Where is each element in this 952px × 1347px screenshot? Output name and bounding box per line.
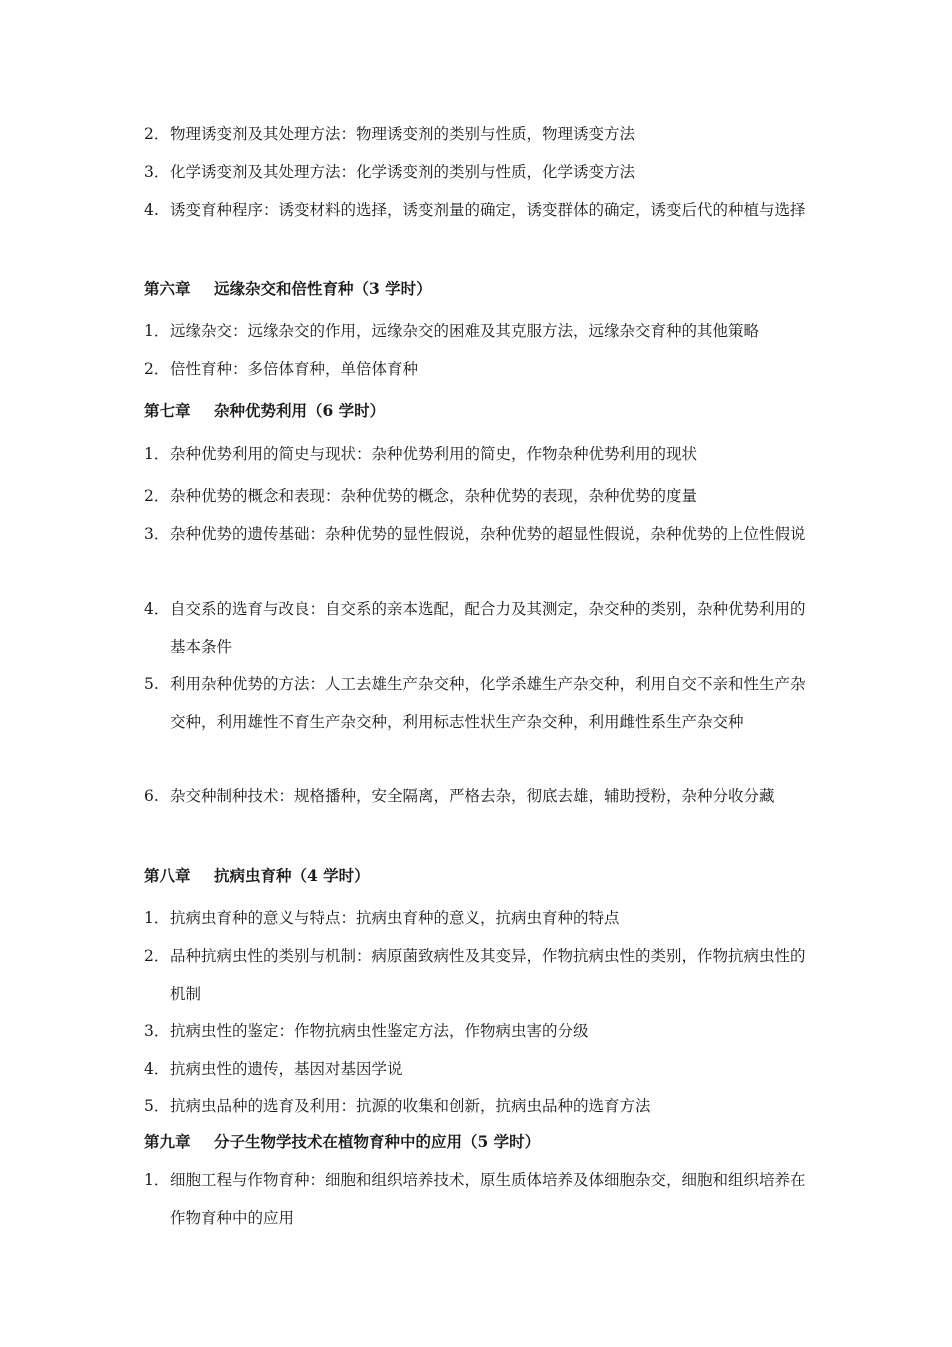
chapter-number: 第九章 [144, 1132, 191, 1151]
item-number: 2． [144, 947, 170, 965]
item-text: 抗病虫品种的选育及利用：抗源的收集和创新，抗病虫品种的选育方法 [170, 1097, 651, 1115]
item-number: 4． [144, 600, 170, 618]
list-item [144, 350, 814, 388]
list-item [144, 515, 814, 553]
list-item [144, 937, 814, 1013]
item-number: 1． [144, 909, 170, 927]
item-number: 3． [144, 525, 170, 543]
item-number: 2． [144, 360, 170, 378]
item-text: 诱变育种程序：诱变材料的选择，诱变剂量的确定，诱变群体的确定，诱变后代的种植与选择 [170, 201, 806, 219]
item-text: 杂种优势的概念和表现：杂种优势的概念，杂种优势的表现，杂种优势的度量 [170, 487, 698, 505]
chapter-title: 抗病虫育种（4 学时） [214, 866, 370, 885]
item-number: 5． [144, 1097, 170, 1115]
item-text: 倍性育种：多倍体育种，单倍体育种 [170, 360, 419, 378]
item-number: 1． [144, 1171, 170, 1189]
list-item [144, 115, 814, 153]
item-number: 3． [144, 1022, 170, 1040]
chapter-heading [144, 866, 814, 886]
item-number: 1． [144, 322, 170, 340]
item-text: 品种抗病虫性的类别与机制：病原菌致病性及其变异，作物抗病虫性的类别，作物抗病虫性的机制 [170, 947, 806, 1003]
list-item [144, 1087, 814, 1125]
item-text: 细胞工程与作物育种：细胞和组织培养技术，原生质体培养及体细胞杂交，细胞和组织培养在作物育种中的应用 [170, 1171, 806, 1227]
list-item [144, 1050, 814, 1088]
item-text: 杂种优势的遗传基础：杂种优势的显性假说，杂种优势的超显性假说，杂种优势的上位性假说 [170, 525, 806, 543]
chapter-number: 第八章 [144, 866, 191, 885]
item-number: 4． [144, 1060, 170, 1078]
list-item [144, 477, 814, 515]
item-number: 3． [144, 163, 170, 181]
item-number: 6. [144, 787, 159, 805]
list-item [144, 590, 814, 666]
item-text: 远缘杂交：远缘杂交的作用，远缘杂交的困难及其克服方法，远缘杂交育种的其他策略 [170, 322, 760, 340]
chapter-heading [144, 1132, 814, 1152]
item-text: 自交系的选育与改良：自交系的亲本选配，配合力及其测定，杂交种的类别，杂种优势利用的基本条件 [170, 600, 806, 656]
item-text: 抗病虫性的遗传，基因对基因学说 [170, 1060, 403, 1078]
list-item [144, 1161, 814, 1237]
chapter-title: 远缘杂交和倍性育种（3 学时） [214, 279, 432, 298]
list-item [144, 777, 814, 815]
chapter-number: 第七章 [144, 401, 191, 420]
item-text: 杂种优势利用的简史与现状：杂种优势利用的简史，作物杂种优势利用的现状 [170, 445, 698, 463]
item-number: 1． [144, 445, 170, 463]
list-item [144, 312, 814, 350]
item-text: 利用杂种优势的方法：人工去雄生产杂交种，化学杀雄生产杂交种，利用自交不亲和性生产杂交种，利用雄性不育生产杂交种，利用标志性状生产杂交种，利用雌性系生产杂交种 [170, 675, 806, 731]
list-item [144, 665, 814, 741]
chapter-number: 第六章 [144, 279, 191, 298]
chapter-heading [144, 401, 814, 421]
list-item [144, 153, 814, 191]
chapter-heading [144, 279, 814, 299]
list-item [144, 899, 814, 937]
chapter-title: 杂种优势利用（6 学时） [214, 401, 386, 420]
item-text: 物理诱变剂及其处理方法：物理诱变剂的类别与性质，物理诱变方法 [170, 125, 636, 143]
item-number: 4. [144, 201, 159, 219]
list-item [144, 1012, 814, 1050]
item-text: 抗病虫育种的意义与特点：抗病虫育种的意义，抗病虫育种的特点 [170, 909, 620, 927]
item-text: 杂交种制种技术：规格播种，安全隔离，严格去杂，彻底去雄，辅助授粉，杂种分收分藏 [170, 787, 775, 805]
chapter-title: 分子生物学技术在植物育种中的应用（5 学时） [214, 1132, 541, 1151]
item-number: 5. [144, 675, 159, 693]
item-number: 2． [144, 487, 170, 505]
list-item [144, 191, 814, 229]
item-number: 2． [144, 125, 170, 143]
item-text: 抗病虫性的鉴定：作物抗病虫性鉴定方法，作物病虫害的分级 [170, 1022, 589, 1040]
list-item [144, 435, 814, 473]
item-text: 化学诱变剂及其处理方法：化学诱变剂的类别与性质，化学诱变方法 [170, 163, 636, 181]
